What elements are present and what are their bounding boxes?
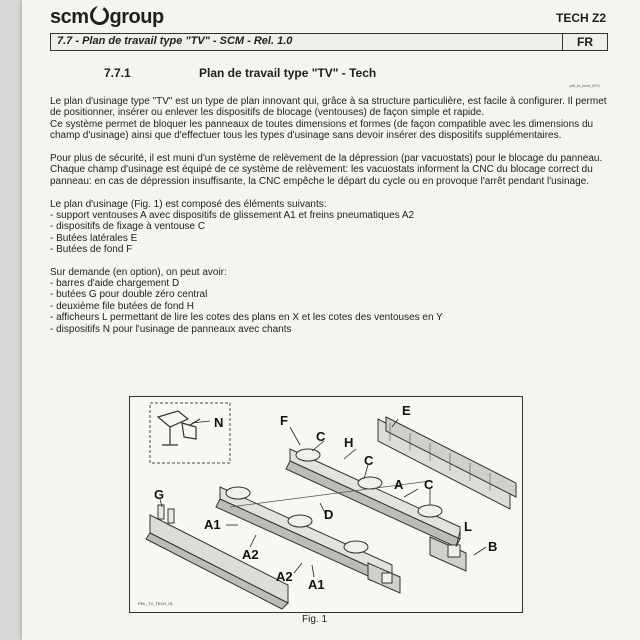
label-a2: A2	[242, 547, 259, 562]
figure-id: PDL_TV_TECH_01	[138, 601, 173, 606]
section-bar	[50, 33, 608, 51]
figure-caption: Fig. 1	[302, 614, 328, 625]
label-n: N	[214, 415, 224, 430]
inset-box-n	[150, 403, 230, 463]
section-reference: pdl_tv_tech_f071	[569, 83, 600, 88]
label-g: G	[154, 487, 165, 502]
composition-intro: Le plan d'usinage (Fig. 1) est composé des éléments suivants:	[50, 198, 327, 210]
rear-rail-e	[378, 417, 516, 509]
figure-worktable	[129, 396, 523, 613]
paragraph-intro	[50, 96, 610, 142]
list-item: - Butées de fond F	[50, 244, 133, 256]
paragraph-safety: Pour plus de sécurité, il est muni d'un système de relèvement de la dépression (par vacuostats) pour le blocage du panneau. Chaque champ d'usinage est équipé de ce système de relèvement: les vacuostats informent la CNC du blocage correct du panneau: en cas de dépression insuffisante, la CNC empêche le départ du cycle ou en provoque l'arrêt pendant l'usinage.	[50, 153, 603, 187]
label-d: D	[324, 507, 334, 522]
list-item: - butées G pour double zéro central	[50, 289, 208, 301]
list-item: - dispositifs N pour l'usinage de panneaux avec chants	[50, 323, 292, 335]
list-item: - dispositifs de fixage à ventouse C	[50, 221, 206, 233]
scm-group-logo: scm group	[50, 6, 164, 28]
section-number: 7.7.1	[104, 66, 131, 80]
list-item: - barres d'aide chargement D	[50, 278, 180, 290]
worktable-illustration	[130, 397, 522, 612]
label-c: C	[364, 453, 374, 468]
section-title: Plan de travail type "TV" - Tech	[199, 66, 377, 80]
label-a1: A1	[204, 517, 221, 532]
label-e: E	[402, 403, 411, 418]
language-badge: FR	[562, 34, 607, 50]
label-f: F	[280, 413, 288, 428]
list-item: - deuxième file butées de fond H	[50, 300, 194, 312]
label-a: A	[394, 477, 404, 492]
paragraph-system-text: Ce système permet de bloquer les panneaux de toutes dimensions et formes (de façon compatible avec les dimensions du champ d'usinage) ainsi que d'effectuer tous les types d'usinage sans devoir insérer des dispositifs supplémentaires.	[50, 118, 594, 142]
label-c: C	[316, 429, 326, 444]
list-item: - Butées latérales E	[50, 232, 138, 244]
options-intro: Sur demande (en option), on peut avoir:	[50, 266, 227, 278]
label-h: H	[344, 435, 354, 450]
body-text	[50, 96, 610, 346]
manual-page	[22, 0, 640, 640]
model-name: TECH Z2	[555, 11, 606, 25]
list-item: - afficheurs L permettant de lire les cotes des plans en X et les cotes des ventouses en Y	[50, 312, 443, 324]
label-a1: A1	[308, 577, 325, 592]
composition-list	[50, 199, 610, 256]
label-c: C	[424, 477, 434, 492]
device-n-drawing	[158, 411, 200, 445]
paragraph-intro-text: Le plan d'usinage type "TV" est un type de plan innovant qui, grâce à sa structure particulière, est facile à configurer. Il permet de positionner, insérer ou enlever les dispositifs de blocage (ventouses) de façon simple et rapide.	[50, 96, 607, 119]
label-a2: A2	[276, 569, 293, 584]
options-list	[50, 267, 610, 335]
list-item: - support ventouses A avec dispositifs de glissement A1 et freins pneumatiques A2	[50, 210, 415, 222]
label-l: L	[464, 519, 472, 534]
section-bar-title: 7.7 - Plan de travail type "TV" - SCM - Rel. 1.0	[57, 35, 293, 47]
label-b: B	[488, 539, 498, 554]
